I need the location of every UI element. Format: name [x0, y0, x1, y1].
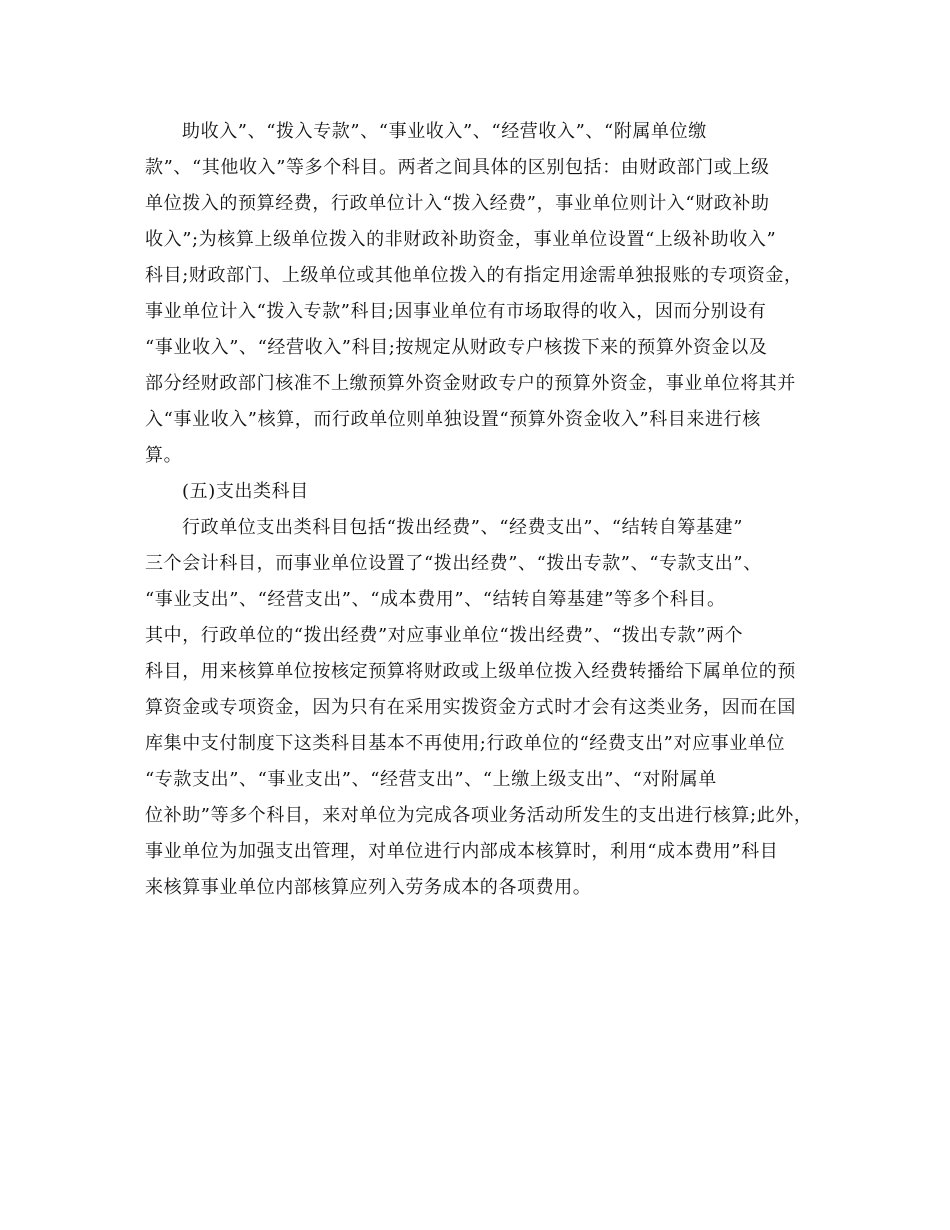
- paragraph-2-line-10: 事业单位为加强支出管理，对单位进行内部成本核算时，利用“成本费用”科目: [145, 841, 779, 862]
- paragraph-2-line-1: 行政单位支出类科目包括“拨出经费”、“经费支出”、“结转自筹基建”: [182, 517, 744, 538]
- paragraph-2-line-3: “事业支出”、“经营支出”、“成本费用”、“结转自筹基建”等多个科目。: [145, 589, 726, 610]
- paragraph-2-line-6: 算资金或专项资金，因为只有在采用实拨资金方式时才会有这类业务，因而在国: [145, 697, 796, 718]
- paragraph-1-line-6: 事业单位计入“拨入专款”科目;因事业单位有市场取得的收入，因而分别设有: [145, 301, 767, 322]
- paragraph-1-line-7: “事业收入”、“经营收入”科目;按规定从财政专户核拨下来的预算外资金以及: [145, 337, 768, 358]
- paragraph-1-line-10: 算。: [145, 445, 183, 466]
- paragraph-2-line-2: 三个会计科目，而事业单位设置了“拨出经费”、“拨出专款”、“专款支出”、: [145, 553, 762, 574]
- paragraph-2-line-7: 库集中支付制度下这类科目基本不再使用;行政单位的“经费支出”对应事业单位: [145, 733, 786, 754]
- section-heading: (五)支出类科目: [182, 481, 309, 502]
- paragraph-1-line-4: 收入”;为核算上级单位拨入的非财政补助资金，事业单位设置“上级补助收入”: [145, 229, 777, 250]
- paragraph-1-line-5: 科目;财政部门、上级单位或其他单位拨入的有指定用途需单独报账的专项资金，: [145, 265, 803, 286]
- paragraph-2-line-9: 位补助”等多个科目，来对单位为完成各项业务活动所发生的支出进行核算;此外，: [145, 805, 813, 826]
- paragraph-2-line-8: “专款支出”、“事业支出”、“经营支出”、“上缴上级支出”、“对附属单: [145, 769, 717, 790]
- paragraph-2-line-4: 其中，行政单位的“拨出经费”对应事业单位“拨出经费”、“拨出专款”两个: [145, 625, 744, 646]
- paragraph-1-line-8: 部分经财政部门核准不上缴预算外资金财政专户的预算外资金，事业单位将其并: [145, 373, 796, 394]
- paragraph-1-line-3: 单位拨入的预算经费，行政单位计入“拨入经费”，事业单位则计入“财政补助: [145, 193, 770, 214]
- paragraph-1-line-2: 款”、“其他收入”等多个科目。两者之间具体的区别包括：由财政部门或上级: [145, 157, 770, 178]
- paragraph-1-line-9: 入“事业收入”核算，而行政单位则单独设置“预算外资金收入”科目来进行核: [145, 409, 761, 430]
- paragraph-1-line-1: 助收入”、“拨入专款”、“事业收入”、“经营收入”、“附属单位缴: [182, 121, 707, 142]
- paragraph-2-line-5: 科目，用来核算单位按核定预算将财政或上级单位拨入经费转播给下属单位的预: [145, 661, 796, 682]
- paragraph-2-line-11: 来核算事业单位内部核算应列入劳务成本的各项费用。: [145, 877, 592, 898]
